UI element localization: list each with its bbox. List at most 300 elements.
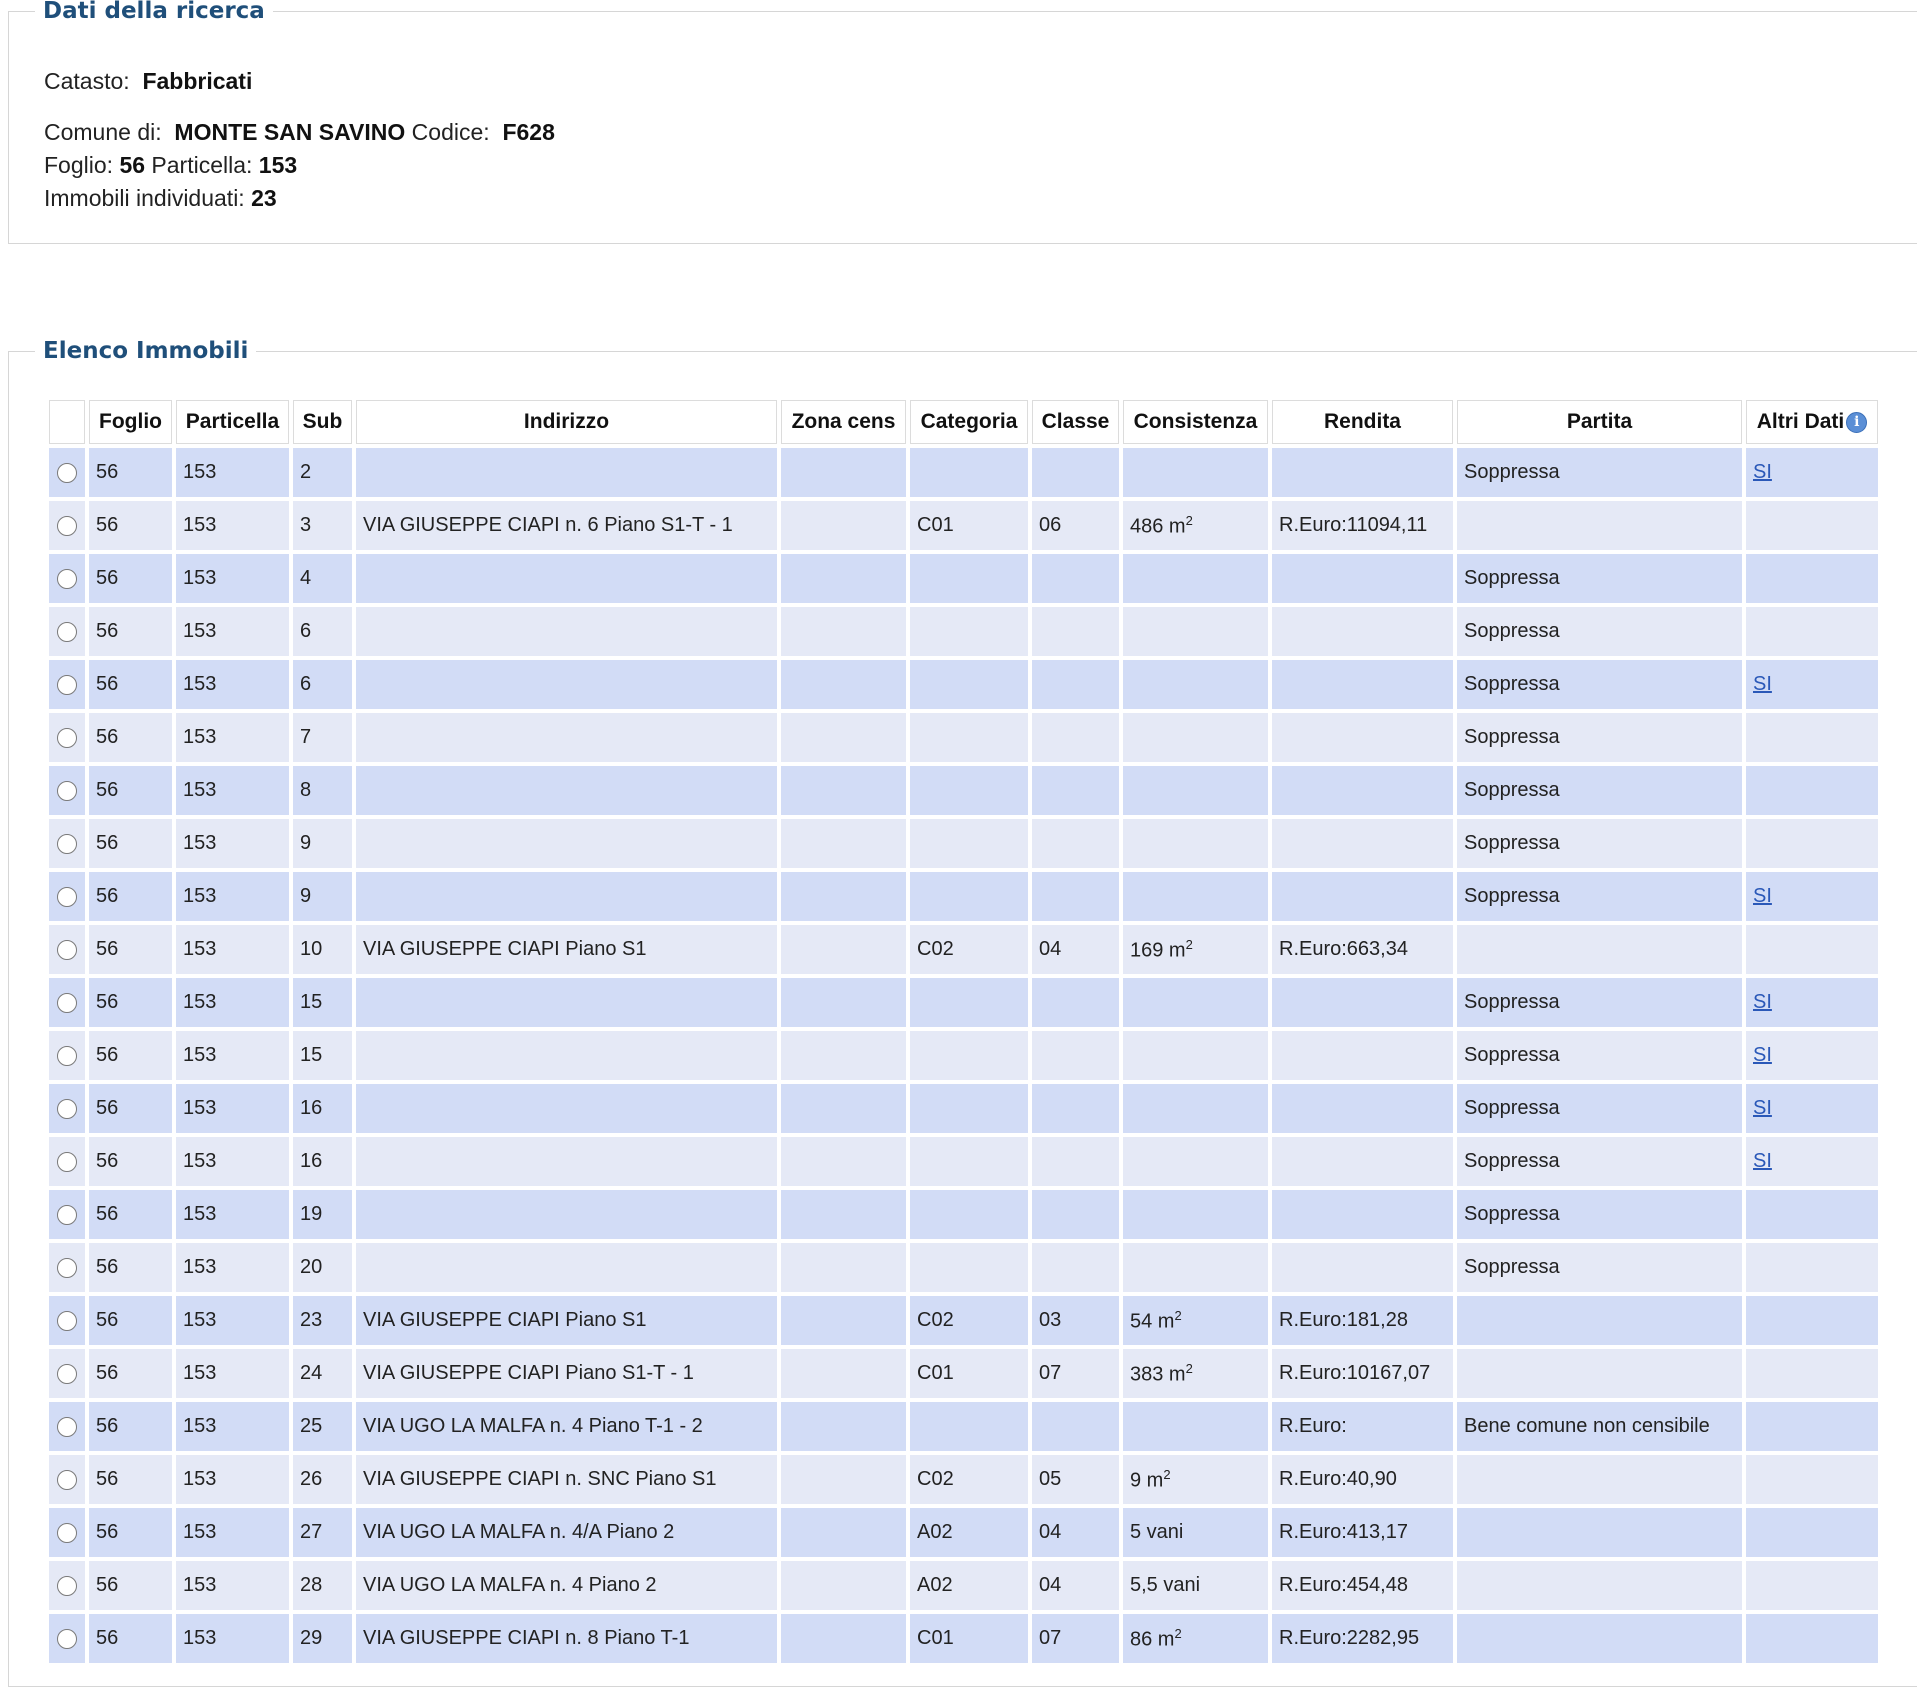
- cell-foglio: [89, 501, 172, 550]
- particella-value: 153: [183, 938, 217, 960]
- comune-value: MONTE SAN SAVINO: [174, 119, 406, 145]
- altri-dati-link[interactable]: SI: [1753, 1097, 1772, 1119]
- consistenza-value: 9 m: [1130, 1469, 1164, 1492]
- cell-rendita: [1272, 978, 1453, 1027]
- cell-altri-dati: [1746, 1349, 1878, 1398]
- table-row: [49, 501, 1878, 550]
- indirizzo-value: VIA UGO LA MALFA n. 4 Piano T-1 - 2: [363, 1415, 703, 1437]
- row-select-cell: [49, 501, 85, 550]
- particella-value: 153: [183, 461, 217, 483]
- sub-value: 26: [300, 1468, 323, 1490]
- partita-value: Bene comune non censibile: [1464, 1415, 1710, 1437]
- categoria-value: C02: [917, 1309, 954, 1331]
- table-row: [49, 925, 1878, 974]
- immobili-line: [44, 185, 277, 212]
- cell-consistenza: [1123, 1243, 1268, 1292]
- consistenza-exponent: 2: [1163, 1466, 1171, 1482]
- particella-label: Particella:: [151, 152, 253, 178]
- cell-particella: [176, 660, 289, 709]
- cell-altri-dati: [1746, 1561, 1878, 1610]
- row-select-radio[interactable]: [57, 1258, 77, 1278]
- cell-sub: [293, 1349, 352, 1398]
- row-select-radio[interactable]: [57, 834, 77, 854]
- cell-categoria: [910, 978, 1028, 1027]
- row-select-radio[interactable]: [57, 781, 77, 801]
- row-select-radio[interactable]: [57, 1099, 77, 1119]
- cell-partita: [1457, 819, 1742, 868]
- sub-value: 10: [300, 938, 323, 960]
- row-select-cell: [49, 1402, 85, 1451]
- cell-rendita: [1272, 448, 1453, 497]
- row-select-radio[interactable]: [57, 993, 77, 1013]
- rendita-value: R.Euro:40,90: [1279, 1468, 1397, 1490]
- table-row: [49, 1455, 1878, 1504]
- cell-classe: [1032, 1243, 1119, 1292]
- foglio-value: 56: [96, 1203, 119, 1225]
- row-select-radio[interactable]: [57, 463, 77, 483]
- cell-rendita: [1272, 1137, 1453, 1186]
- altri-dati-link[interactable]: SI: [1753, 1150, 1772, 1172]
- consistenza-value: 86 m: [1130, 1628, 1175, 1651]
- cell-classe: [1032, 1031, 1119, 1080]
- particella-value: 153: [183, 567, 217, 589]
- cell-altri-dati: [1746, 1243, 1878, 1292]
- column-header-rendita: [1272, 400, 1453, 444]
- cell-rendita: [1272, 1561, 1453, 1610]
- cell-consistenza: [1123, 1561, 1268, 1610]
- cell-consistenza: [1123, 554, 1268, 603]
- cell-categoria: [910, 554, 1028, 603]
- cell-categoria: [910, 1190, 1028, 1239]
- consistenza-value: 169 m: [1130, 939, 1186, 962]
- cell-particella: [176, 1455, 289, 1504]
- indirizzo-value: VIA GIUSEPPE CIAPI n. 8 Piano T-1: [363, 1627, 690, 1649]
- row-select-cell: [49, 1137, 85, 1186]
- cell-categoria: [910, 872, 1028, 921]
- partita-value: Soppressa: [1464, 620, 1560, 642]
- row-select-radio[interactable]: [57, 1046, 77, 1066]
- cell-categoria: [910, 1137, 1028, 1186]
- consistenza-value: 5,5 vani: [1130, 1574, 1201, 1596]
- row-select-radio[interactable]: [57, 1152, 77, 1172]
- cell-partita: [1457, 1402, 1742, 1451]
- foglio-value: 56: [96, 1627, 119, 1649]
- column-header-zona-cens: [781, 400, 906, 444]
- row-select-radio[interactable]: [57, 1417, 77, 1437]
- row-select-cell: [49, 1561, 85, 1610]
- indirizzo-value: VIA GIUSEPPE CIAPI n. 6 Piano S1-T - 1: [363, 514, 733, 536]
- cell-particella: [176, 766, 289, 815]
- row-select-radio[interactable]: [57, 887, 77, 907]
- cell-partita: [1457, 1296, 1742, 1345]
- table-row: [49, 1508, 1878, 1557]
- classe-value: 07: [1039, 1627, 1062, 1649]
- cell-particella: [176, 501, 289, 550]
- rendita-value: R.Euro:10167,07: [1279, 1362, 1431, 1384]
- rendita-value: R.Euro:663,34: [1279, 938, 1408, 960]
- cell-categoria: [910, 766, 1028, 815]
- particella-value: 153: [183, 885, 217, 907]
- cell-particella: [176, 925, 289, 974]
- altri-dati-link[interactable]: SI: [1753, 1044, 1772, 1066]
- row-select-radio[interactable]: [57, 1523, 77, 1543]
- cell-classe: [1032, 872, 1119, 921]
- table-row: [49, 819, 1878, 868]
- row-select-radio[interactable]: [57, 569, 77, 589]
- row-select-cell: [49, 1614, 85, 1663]
- cell-zona-cens: [781, 1137, 906, 1186]
- cell-foglio: [89, 660, 172, 709]
- rendita-value: R.Euro:413,17: [1279, 1521, 1408, 1543]
- cell-rendita: [1272, 1455, 1453, 1504]
- particella-value: 153: [183, 1415, 217, 1437]
- particella-value: 153: [258, 152, 298, 178]
- cell-partita: [1457, 1084, 1742, 1133]
- cell-altri-dati: [1746, 1455, 1878, 1504]
- cell-classe: [1032, 554, 1119, 603]
- cell-partita: [1457, 1190, 1742, 1239]
- foglio-value: 56: [96, 1521, 119, 1543]
- foglio-value: 56: [96, 461, 119, 483]
- sub-value: 6: [300, 620, 312, 642]
- table-row: [49, 1349, 1878, 1398]
- partita-value: Soppressa: [1464, 832, 1560, 854]
- cell-sub: [293, 1614, 352, 1663]
- foglio-line: [44, 152, 297, 179]
- row-select-cell: [49, 607, 85, 656]
- cell-partita: [1457, 501, 1742, 550]
- foglio-value: 56: [96, 726, 119, 748]
- partita-value: Soppressa: [1464, 991, 1560, 1013]
- cell-indirizzo: [356, 1137, 777, 1186]
- cell-classe: [1032, 1508, 1119, 1557]
- cell-categoria: [910, 607, 1028, 656]
- row-select-cell: [49, 766, 85, 815]
- cell-altri-dati: [1746, 660, 1878, 709]
- cell-consistenza: [1123, 1031, 1268, 1080]
- foglio-value: 56: [96, 1097, 119, 1119]
- cell-indirizzo: [356, 660, 777, 709]
- altri-dati-link[interactable]: SI: [1753, 885, 1772, 907]
- cell-rendita: [1272, 1402, 1453, 1451]
- cell-partita: [1457, 554, 1742, 603]
- cell-indirizzo: [356, 1455, 777, 1504]
- cell-rendita: [1272, 1031, 1453, 1080]
- row-select-cell: [49, 1296, 85, 1345]
- row-select-radio[interactable]: [57, 1311, 77, 1331]
- cell-consistenza: [1123, 713, 1268, 762]
- cell-sub: [293, 1561, 352, 1610]
- sub-value: 4: [300, 567, 312, 589]
- cell-rendita: [1272, 872, 1453, 921]
- cell-consistenza: [1123, 1296, 1268, 1345]
- cell-classe: [1032, 925, 1119, 974]
- cell-foglio: [89, 1243, 172, 1292]
- classe-value: 03: [1039, 1309, 1062, 1331]
- cell-foglio: [89, 448, 172, 497]
- row-select-radio[interactable]: [57, 622, 77, 642]
- cell-rendita: [1272, 925, 1453, 974]
- row-select-cell: [49, 1084, 85, 1133]
- row-select-cell: [49, 713, 85, 762]
- cell-foglio: [89, 819, 172, 868]
- consistenza-exponent: 2: [1185, 1360, 1193, 1376]
- cell-sub: [293, 1137, 352, 1186]
- sub-value: 3: [300, 514, 312, 536]
- cell-foglio: [89, 713, 172, 762]
- cell-altri-dati: [1746, 1508, 1878, 1557]
- particella-value: 153: [183, 991, 217, 1013]
- table-header-row: [49, 400, 1878, 444]
- cell-sub: [293, 1455, 352, 1504]
- foglio-value: 56: [96, 1415, 119, 1437]
- classe-value: 04: [1039, 1521, 1062, 1543]
- cell-partita: [1457, 1508, 1742, 1557]
- cell-particella: [176, 1243, 289, 1292]
- cell-classe: [1032, 1137, 1119, 1186]
- row-select-cell: [49, 1031, 85, 1080]
- cell-foglio: [89, 1137, 172, 1186]
- cell-consistenza: [1123, 1455, 1268, 1504]
- classe-value: 06: [1039, 514, 1062, 536]
- altri-dati-link[interactable]: SI: [1753, 461, 1772, 483]
- cell-indirizzo: [356, 607, 777, 656]
- info-icon[interactable]: i: [1846, 412, 1867, 433]
- particella-value: 153: [183, 673, 217, 695]
- cell-categoria: [910, 1031, 1028, 1080]
- cell-partita: [1457, 1614, 1742, 1663]
- sub-value: 20: [300, 1256, 323, 1278]
- cell-indirizzo: [356, 819, 777, 868]
- cell-rendita: [1272, 607, 1453, 656]
- row-select-radio[interactable]: [57, 940, 77, 960]
- row-select-radio[interactable]: [57, 1629, 77, 1649]
- table-row: [49, 1084, 1878, 1133]
- altri-dati-link[interactable]: SI: [1753, 673, 1772, 695]
- cell-zona-cens: [781, 1455, 906, 1504]
- cell-categoria: [910, 1349, 1028, 1398]
- cell-sub: [293, 554, 352, 603]
- categoria-value: A02: [917, 1574, 953, 1596]
- cell-partita: [1457, 1243, 1742, 1292]
- column-header-label: Sub: [302, 410, 343, 433]
- foglio-label: Foglio:: [44, 152, 114, 178]
- table-row: [49, 448, 1878, 497]
- cell-sub: [293, 1296, 352, 1345]
- column-header-label: Particella: [185, 410, 280, 433]
- column-header-label: Altri Dati: [1756, 410, 1845, 433]
- cell-particella: [176, 1508, 289, 1557]
- particella-value: 153: [183, 726, 217, 748]
- cell-classe: [1032, 1296, 1119, 1345]
- cell-consistenza: [1123, 1349, 1268, 1398]
- table-row: [49, 1190, 1878, 1239]
- cell-particella: [176, 607, 289, 656]
- cell-altri-dati: [1746, 1402, 1878, 1451]
- comune-label: Comune di:: [44, 119, 162, 145]
- column-header-label: Indirizzo: [523, 410, 610, 433]
- categoria-value: C01: [917, 1362, 954, 1384]
- cell-altri-dati: [1746, 554, 1878, 603]
- search-data-legend: Dati della ricerca: [43, 0, 265, 24]
- partita-value: Soppressa: [1464, 461, 1560, 483]
- cell-foglio: [89, 1190, 172, 1239]
- cell-classe: [1032, 1561, 1119, 1610]
- foglio-value: 56: [96, 673, 119, 695]
- column-header-label: Zona cens: [791, 410, 896, 433]
- cell-particella: [176, 1402, 289, 1451]
- column-header-classe: [1032, 400, 1119, 444]
- cell-rendita: [1272, 1508, 1453, 1557]
- cell-foglio: [89, 1349, 172, 1398]
- indirizzo-value: VIA GIUSEPPE CIAPI Piano S1: [363, 938, 647, 960]
- column-header-consistenza: [1123, 400, 1268, 444]
- cell-particella: [176, 1137, 289, 1186]
- row-select-radio[interactable]: [57, 516, 77, 536]
- indirizzo-value: VIA GIUSEPPE CIAPI Piano S1: [363, 1309, 647, 1331]
- categoria-value: C01: [917, 514, 954, 536]
- cell-sub: [293, 1084, 352, 1133]
- foglio-value: 56: [96, 1309, 119, 1331]
- cell-altri-dati: [1746, 1084, 1878, 1133]
- classe-value: 04: [1039, 1574, 1062, 1596]
- partita-value: Soppressa: [1464, 673, 1560, 695]
- consistenza-exponent: 2: [1174, 1625, 1182, 1641]
- cell-foglio: [89, 1455, 172, 1504]
- row-select-cell: [49, 448, 85, 497]
- cell-sub: [293, 1243, 352, 1292]
- cell-zona-cens: [781, 1614, 906, 1663]
- sub-value: 25: [300, 1415, 323, 1437]
- column-header-select: [49, 400, 85, 444]
- cell-partita: [1457, 925, 1742, 974]
- cell-partita: [1457, 713, 1742, 762]
- foglio-value: 56: [96, 1468, 119, 1490]
- row-select-radio[interactable]: [57, 1364, 77, 1384]
- cell-rendita: [1272, 766, 1453, 815]
- cell-indirizzo: [356, 448, 777, 497]
- indirizzo-value: VIA GIUSEPPE CIAPI n. SNC Piano S1: [363, 1468, 717, 1490]
- cell-sub: [293, 978, 352, 1027]
- table-row: [49, 607, 1878, 656]
- row-select-cell: [49, 1349, 85, 1398]
- partita-value: Soppressa: [1464, 1044, 1560, 1066]
- row-select-radio[interactable]: [57, 728, 77, 748]
- row-select-cell: [49, 1190, 85, 1239]
- row-select-radio[interactable]: [57, 1576, 77, 1596]
- cell-zona-cens: [781, 1561, 906, 1610]
- cell-partita: [1457, 448, 1742, 497]
- rendita-value: R.Euro:: [1279, 1415, 1347, 1437]
- catasto-label: Catasto:: [44, 68, 130, 94]
- column-header-label: Consistenza: [1133, 410, 1258, 433]
- indirizzo-value: VIA UGO LA MALFA n. 4 Piano 2: [363, 1574, 657, 1596]
- cell-indirizzo: [356, 766, 777, 815]
- table-row: [49, 1296, 1878, 1345]
- cell-indirizzo: [356, 1561, 777, 1610]
- cell-indirizzo: [356, 1031, 777, 1080]
- cell-partita: [1457, 660, 1742, 709]
- particella-value: 153: [183, 1203, 217, 1225]
- table-row: [49, 554, 1878, 603]
- cell-zona-cens: [781, 607, 906, 656]
- sub-value: 15: [300, 991, 323, 1013]
- immobili-value: 23: [251, 185, 277, 211]
- foglio-value: 56: [96, 1362, 119, 1384]
- cell-categoria: [910, 819, 1028, 868]
- cell-altri-dati: [1746, 1296, 1878, 1345]
- cell-rendita: [1272, 1243, 1453, 1292]
- cell-categoria: [910, 660, 1028, 709]
- cell-consistenza: [1123, 1614, 1268, 1663]
- cell-zona-cens: [781, 1402, 906, 1451]
- column-header-label: Categoria: [920, 410, 1018, 433]
- cell-indirizzo: [356, 925, 777, 974]
- cell-rendita: [1272, 1190, 1453, 1239]
- cell-consistenza: [1123, 872, 1268, 921]
- column-header-sub: [293, 400, 352, 444]
- cell-consistenza: [1123, 925, 1268, 974]
- cell-categoria: [910, 501, 1028, 550]
- cell-classe: [1032, 1614, 1119, 1663]
- cell-consistenza: [1123, 978, 1268, 1027]
- cell-categoria: [910, 1243, 1028, 1292]
- particella-value: 153: [183, 1256, 217, 1278]
- consistenza-exponent: 2: [1185, 512, 1193, 528]
- particella-value: 153: [183, 1150, 217, 1172]
- property-list-legend: Elenco Immobili: [43, 338, 249, 364]
- foglio-value: 56: [96, 938, 119, 960]
- cell-classe: [1032, 713, 1119, 762]
- immobili-label: Immobili individuati:: [44, 185, 245, 211]
- cell-classe: [1032, 1455, 1119, 1504]
- particella-value: 153: [183, 1362, 217, 1384]
- cell-rendita: [1272, 713, 1453, 762]
- cell-classe: [1032, 1084, 1119, 1133]
- row-select-radio[interactable]: [57, 1205, 77, 1225]
- cell-zona-cens: [781, 872, 906, 921]
- table-row: [49, 978, 1878, 1027]
- cell-altri-dati: [1746, 1031, 1878, 1080]
- table-row: [49, 713, 1878, 762]
- cell-partita: [1457, 1349, 1742, 1398]
- cell-indirizzo: [356, 1349, 777, 1398]
- indirizzo-value: VIA GIUSEPPE CIAPI Piano S1-T - 1: [363, 1362, 694, 1384]
- rendita-value: R.Euro:11094,11: [1279, 514, 1428, 536]
- consistenza-exponent: 2: [1185, 936, 1193, 952]
- cell-foglio: [89, 872, 172, 921]
- cell-altri-dati: [1746, 1190, 1878, 1239]
- table-row: [49, 1614, 1878, 1663]
- foglio-value: 56: [96, 567, 119, 589]
- row-select-radio[interactable]: [57, 1470, 77, 1490]
- table-row: [49, 1243, 1878, 1292]
- cell-partita: [1457, 978, 1742, 1027]
- categoria-value: C01: [917, 1627, 954, 1649]
- cell-particella: [176, 819, 289, 868]
- cell-foglio: [89, 1508, 172, 1557]
- cell-rendita: [1272, 1349, 1453, 1398]
- column-header-label: Rendita: [1323, 410, 1401, 433]
- cell-partita: [1457, 872, 1742, 921]
- cell-consistenza: [1123, 766, 1268, 815]
- partita-value: Soppressa: [1464, 1150, 1560, 1172]
- altri-dati-link[interactable]: SI: [1753, 991, 1772, 1013]
- cell-foglio: [89, 554, 172, 603]
- cell-foglio: [89, 1561, 172, 1610]
- cell-particella: [176, 1614, 289, 1663]
- row-select-radio[interactable]: [57, 675, 77, 695]
